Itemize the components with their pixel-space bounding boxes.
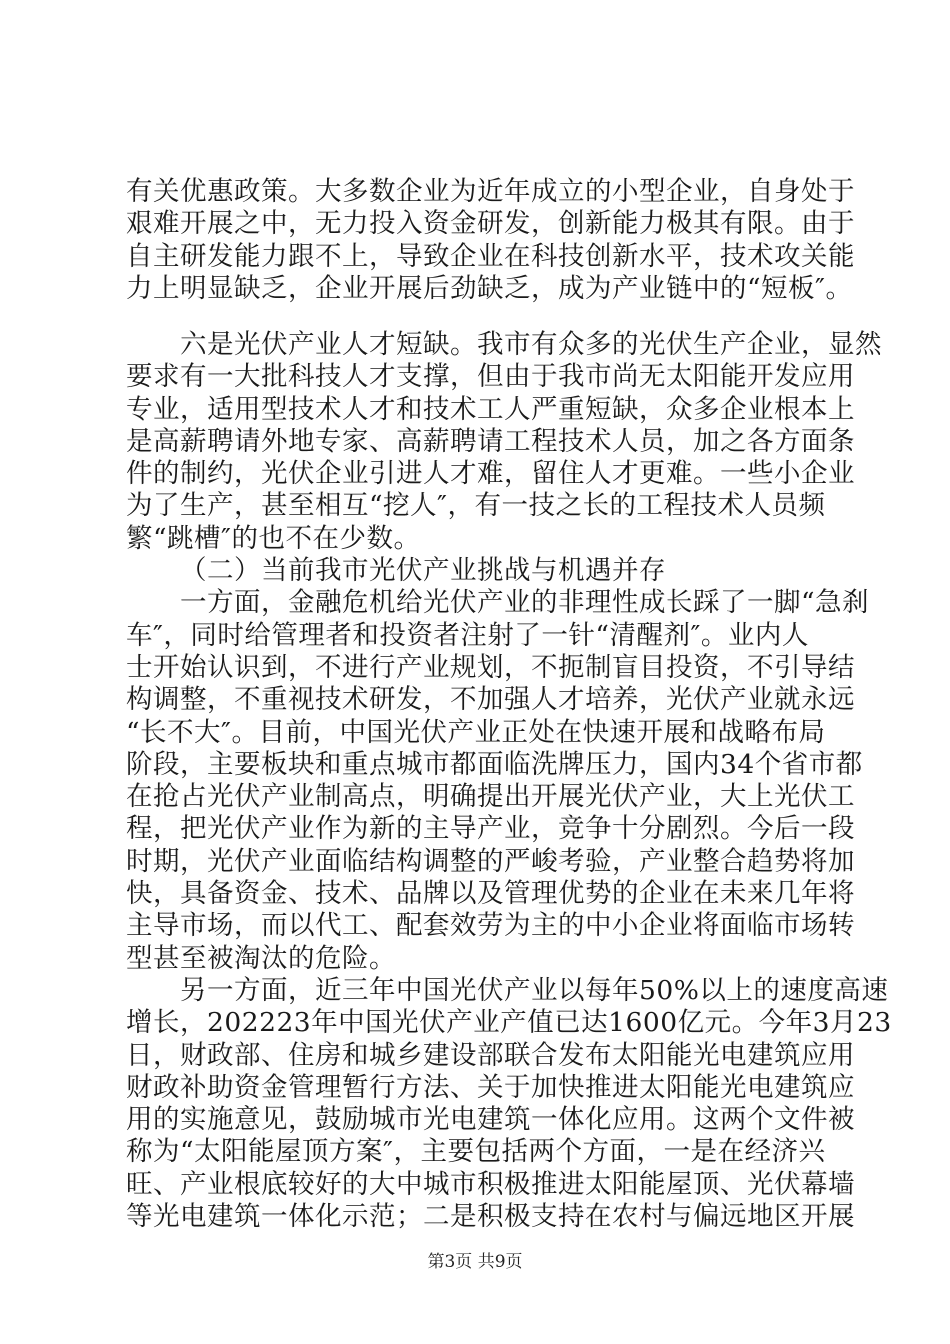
text-line: 等光电建筑一体化示范；二是积极支持在农村与偏远地区开展: [126, 1201, 855, 1233]
text-line: 旺、产业根底较好的大中城市积极推进太阳能屋顶、光伏幕墙: [126, 1168, 855, 1200]
text-line: 一方面，金融危机给光伏产业的非理性成长踩了一脚“急刹: [180, 587, 870, 619]
text-line: 要求有一大批科技人才支撑，但由于我市尚无太阳能开发应用: [126, 361, 855, 393]
text-line: 称为“太阳能屋顶方案″，主要包括两个方面，一是在经济兴: [126, 1136, 826, 1168]
text-line: 时期，光伏产业面临结构调整的严峻考验，产业整合趋势将加: [126, 845, 855, 877]
text-line: 专业，适用型技术人才和技术工人严重短缺，众多企业根本上: [126, 393, 855, 425]
text-line: 件的制约，光伏企业引进人才难，留住人才更难。一些小企业: [126, 458, 855, 490]
text-line: 主导市场，而以代工、配套效劳为主的中小企业将面临市场转: [126, 910, 855, 942]
text-line: 自主研发能力跟不上，导致企业在科技创新水平，技术攻关能: [126, 240, 855, 272]
text-line: 阶段，主要板块和重点城市都面临洗牌压力，国内34个省市都: [126, 748, 863, 780]
text-line: 为了生产，甚至相互“挖人″，有一技之长的工程技术人员频: [126, 490, 826, 522]
text-line: 另一方面，近三年中国光伏产业以每年50%以上的速度高速: [180, 974, 889, 1006]
text-line: 士开始认识到，不进行产业规划，不扼制盲目投资，不引导结: [126, 651, 855, 683]
text-line: “长不大″。目前，中国光伏产业正处在快速开展和战略布局: [126, 716, 826, 748]
paragraph-2: [126, 329, 892, 1233]
text-line: 日，财政部、住房和城乡建设部联合发布太阳能光电建筑应用: [126, 1039, 855, 1071]
page-number-footer: 第3页 共9页: [427, 1252, 523, 1272]
text-line: 财政补助资金管理暂行方法、关于加快推进太阳能光电建筑应: [126, 1071, 855, 1103]
text-line: 有关优惠政策。大多数企业为近年成立的小型企业，自身处于: [126, 176, 855, 207]
text-line: 在抢占光伏产业制高点，明确提出开展光伏产业，大上光伏工: [126, 781, 855, 813]
text-line: 快，具备资金、技术、品牌以及管理优势的企业在未来几年将: [126, 878, 855, 910]
text-line: 六是光伏产业人才短缺。我市有众多的光伏生产企业，显然: [180, 329, 882, 360]
text-line: 型甚至被淘汰的危险。: [126, 942, 396, 974]
text-line: 增长，202223年中国光伏产业产值已达1600亿元。今年3月23: [126, 1007, 892, 1039]
text-line: 是高薪聘请外地专家、高薪聘请工程技术人员，加之各方面条: [126, 425, 855, 457]
text-line: 程，把光伏产业作为新的主导产业，竞争十分剧烈。今后一段: [126, 813, 855, 845]
text-line: 车″，同时给管理者和投资者注射了一针“清醒剂″。业内人: [126, 619, 809, 651]
text-line: 构调整，不重视技术研发，不加强人才培养，光伏产业就永远: [126, 684, 855, 716]
text-line: 用的实施意见，鼓励城市光电建筑一体化应用。这两个文件被: [126, 1104, 855, 1136]
text-line: 繁“跳槽″的也不在少数。: [126, 522, 421, 554]
paragraph-1: [126, 176, 855, 305]
text-line: 艰难开展之中，无力投入资金研发，创新能力极其有限。由于: [126, 208, 855, 240]
text-line: 力上明显缺乏，企业开展后劲缺乏，成为产业链中的“短板″。: [126, 272, 853, 304]
section-heading: （二）当前我市光伏产业挑战与机遇并存: [180, 555, 666, 587]
